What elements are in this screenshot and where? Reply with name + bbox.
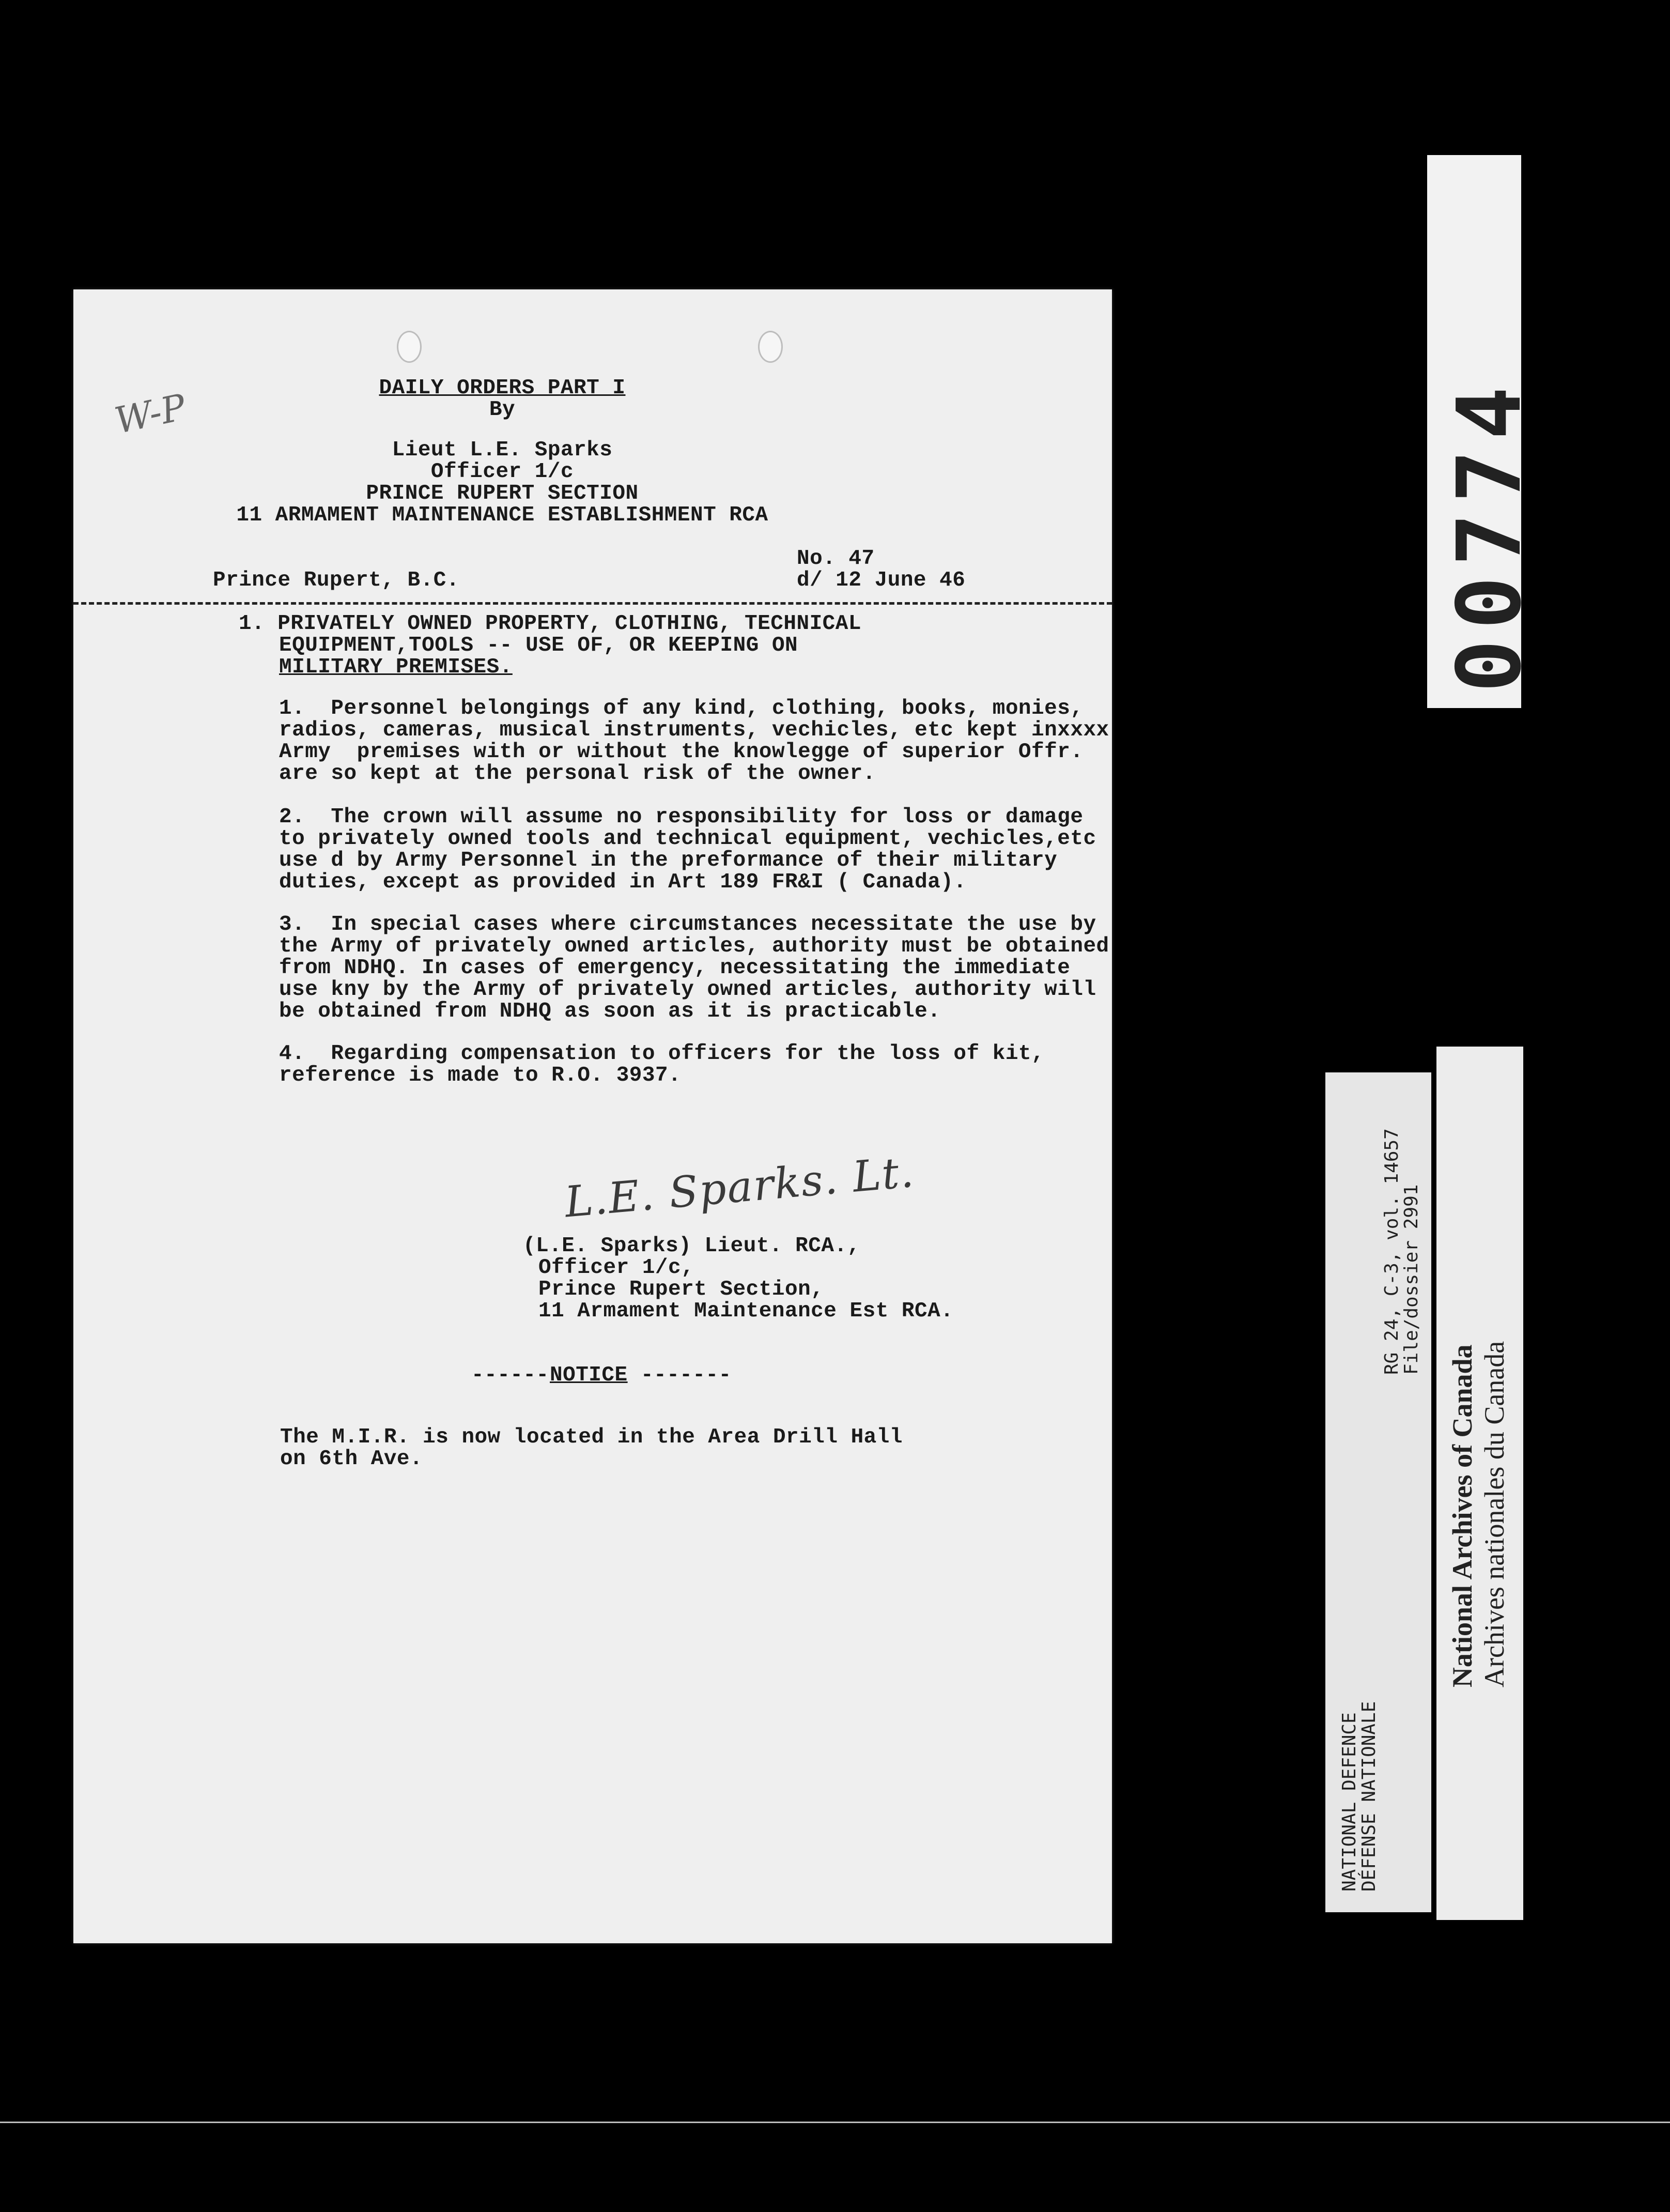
notice-dashes-left: ------ <box>471 1363 549 1387</box>
frame-number-strip <box>1427 155 1541 708</box>
item-heading-line1: 1. PRIVATELY OWNED PROPERTY, CLOTHING, TECHNICAL <box>239 612 861 636</box>
notice-dashes-right: ------- <box>641 1363 732 1387</box>
document-title: DAILY ORDERS PART I <box>379 376 626 400</box>
item-heading-line3: MILITARY PREMISES. <box>279 655 513 679</box>
archive-label-left <box>1325 1072 1431 1912</box>
signature-line1: (L.E. Sparks) Lieut. RCA., <box>523 1234 860 1258</box>
punch-hole-left <box>397 331 422 363</box>
header-rule <box>73 602 1112 605</box>
scan-border-line <box>0 2122 1670 2123</box>
section-name: PRINCE RUPERT SECTION <box>366 482 639 505</box>
department-fr: DÉFENSE NATIONALE <box>1358 1701 1380 1892</box>
paragraph-3: 3. In special cases where circumstances necessitate the use by the Army of privately owned articles, authority must be obtained from NDHQ. In cases of emergency, necessitating the immediate use kny by the Army of privately owned articles, authority will be obtained from NDHQ as soon as it is practicable. <box>279 913 1109 1023</box>
signature-line2: Officer 1/c, <box>538 1256 694 1280</box>
archive-reference: RG 24, C-3, vol. 14657 <box>1381 1128 1402 1375</box>
officer-role: Officer 1/c <box>430 460 574 484</box>
notice-title: NOTICE <box>550 1363 628 1387</box>
margin-note: W-P <box>111 386 190 442</box>
title-by: By <box>489 398 516 422</box>
notice-text-line1: The M.I.R. is now located in the Area Drill Hall <box>280 1425 903 1449</box>
frame-number: 00774 <box>1439 376 1541 693</box>
signature-line3: Prince Rupert Section, <box>538 1278 824 1301</box>
handwritten-signature: L.E. Sparks. Lt. <box>563 1147 917 1227</box>
notice-text-line2: on 6th Ave. <box>280 1447 423 1471</box>
document-page <box>73 289 1112 1943</box>
unit-name: 11 ARMAMENT MAINTENANCE ESTABLISHMENT RCA <box>236 503 768 527</box>
punch-hole-right <box>758 331 783 363</box>
archive-label-right <box>1436 1047 1523 1920</box>
officer-name: Lieut L.E. Sparks <box>392 438 613 462</box>
archives-name-fr: Archives nationales du Canada <box>1479 1341 1510 1687</box>
department-en: NATIONAL DEFENCE <box>1339 1712 1360 1892</box>
item-heading-line2: EQUIPMENT,TOOLS -- USE OF, OR KEEPING ON <box>279 634 798 657</box>
place: Prince Rupert, B.C. <box>213 569 459 592</box>
paragraph-1: 1. Personnel belongings of any kind, clothing, books, monies, radios, cameras, musical instruments, vechicles, etc kept inxxxx Army premises with or without the knowlegge of superior Offr. are so kept at the personal risk of the owner. <box>279 697 1109 786</box>
paragraph-4: 4. Regarding compensation to officers for the loss of kit, reference is made to R.O. 3937. <box>279 1042 1045 1087</box>
signature-line4: 11 Armament Maintenance Est RCA. <box>538 1299 954 1323</box>
order-date: d/ 12 June 46 <box>797 569 966 592</box>
order-number: No. 47 <box>797 547 875 571</box>
paragraph-2: 2. The crown will assume no responsibility for loss or damage to privately owned tools and technical equipment, vechicles,etc use d by Army Personnel in the preformance of their military duties, except as provided in Art 189 FR&I ( Canada). <box>279 805 1096 894</box>
archive-file: File/dossier 2991 <box>1401 1184 1422 1375</box>
archives-name-en: National Archives of Canada <box>1447 1344 1478 1687</box>
